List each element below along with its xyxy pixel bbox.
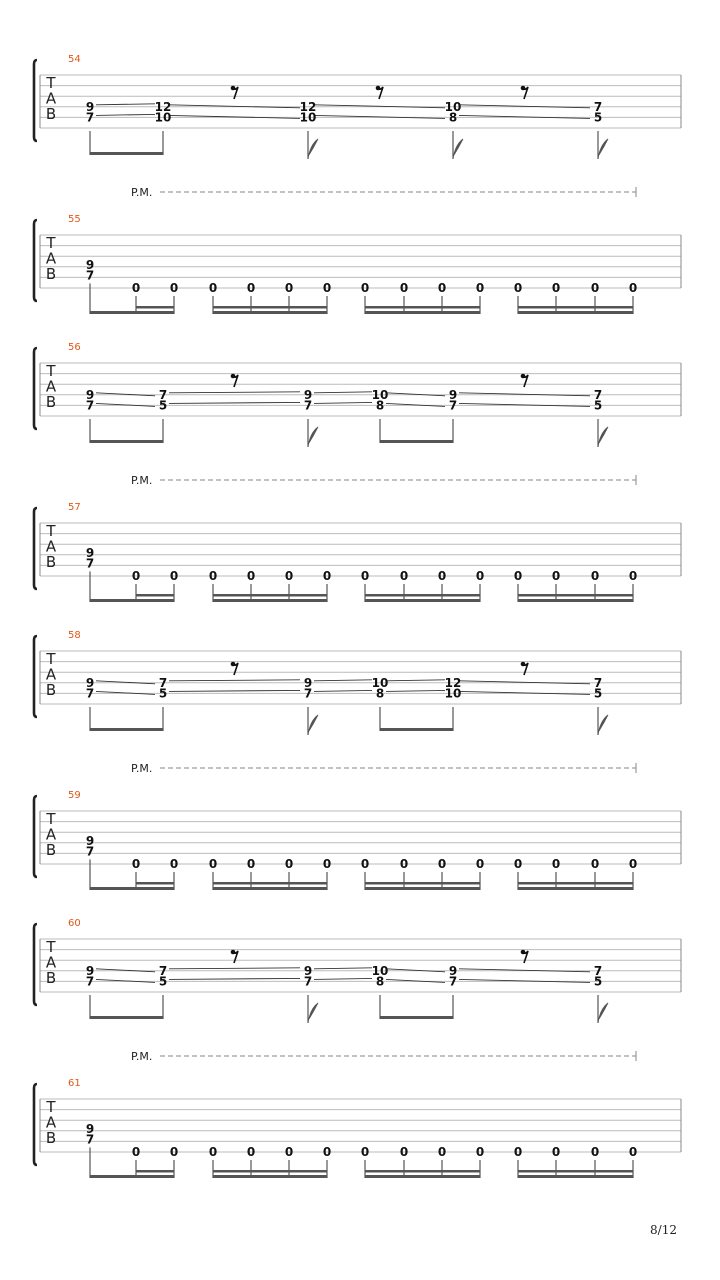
fret-number: 0 <box>628 1145 638 1159</box>
fret-number: 7 <box>85 268 95 283</box>
slide-line <box>169 680 300 681</box>
tab-system-measure-60 <box>34 918 681 1023</box>
fret-number: 0 <box>399 569 409 583</box>
fret-number: 0 <box>246 281 256 295</box>
fret-number: 0 <box>322 281 332 295</box>
fret-number: 10 <box>371 963 389 978</box>
measure-number: 54 <box>68 54 81 65</box>
fret-number: 9 <box>448 387 458 402</box>
fret-number: 9 <box>303 387 313 402</box>
note-beam <box>365 887 480 890</box>
note-beam <box>518 1170 633 1173</box>
tab-clef-letter: T <box>46 938 56 956</box>
note-beam <box>518 887 633 890</box>
measure-number: 58 <box>68 630 81 641</box>
tab-system-measure-56 <box>34 342 681 447</box>
fret-number: 0 <box>284 281 294 295</box>
fret-number: 0 <box>208 281 218 295</box>
note-stem-flag-icon <box>453 131 463 159</box>
eighth-rest-icon <box>376 86 383 99</box>
fret-number: 0 <box>284 569 294 583</box>
fret-number: 5 <box>593 398 603 413</box>
fret-number: 5 <box>593 974 603 989</box>
fret-number: 10 <box>444 99 462 114</box>
slide-line <box>314 690 372 691</box>
fret-number: 9 <box>85 963 95 978</box>
note-stem-flag-icon <box>598 995 608 1023</box>
fret-number: 7 <box>448 974 458 989</box>
palm-mute-label: P.M. <box>131 1050 153 1063</box>
tab-clef-letter: A <box>45 825 57 844</box>
tab-clef-letter: T <box>46 74 56 92</box>
fret-number: 9 <box>85 833 95 848</box>
fret-number: 0 <box>399 1145 409 1159</box>
note-beam <box>90 599 174 602</box>
fret-number: 5 <box>158 398 168 413</box>
note-beam <box>90 152 163 155</box>
measure-number: 55 <box>68 214 81 225</box>
tab-clef-letter: T <box>46 362 56 380</box>
tab-clef-letter: B <box>45 969 57 987</box>
note-beam <box>380 440 453 443</box>
note-beam <box>365 594 480 597</box>
tab-clef-letter: A <box>45 1113 57 1132</box>
fret-number: 0 <box>208 1145 218 1159</box>
tab-clef-letter: B <box>45 105 57 123</box>
fret-number: 7 <box>85 1132 95 1147</box>
note-beam <box>380 1016 453 1019</box>
fret-number: 7 <box>158 963 168 978</box>
fret-number: 0 <box>551 1145 561 1159</box>
fret-number: 7 <box>593 675 603 690</box>
fret-number: 5 <box>593 110 603 125</box>
note-beam <box>365 306 480 309</box>
fret-number: 7 <box>85 844 95 859</box>
note-beam <box>365 882 480 885</box>
fret-number: 9 <box>85 675 95 690</box>
note-beam <box>365 311 480 314</box>
eighth-rest-icon <box>231 86 238 99</box>
fret-number: 7 <box>303 974 313 989</box>
fret-number: 7 <box>593 99 603 114</box>
system-bracket <box>34 220 37 301</box>
fret-number: 8 <box>375 974 385 989</box>
fret-number: 7 <box>158 675 168 690</box>
eighth-rest-icon <box>521 374 528 387</box>
fret-number: 0 <box>590 281 600 295</box>
tab-clef-letter: T <box>46 810 56 828</box>
fret-number: 0 <box>513 857 523 871</box>
fret-number: 0 <box>475 857 485 871</box>
eighth-rest-icon <box>231 950 238 963</box>
fret-number: 7 <box>85 974 95 989</box>
system-bracket <box>34 1084 37 1165</box>
tab-clef-letter: B <box>45 265 57 283</box>
fret-number: 0 <box>437 1145 447 1159</box>
note-beam <box>136 882 174 885</box>
fret-number: 8 <box>375 398 385 413</box>
fret-number: 12 <box>299 99 317 114</box>
fret-number: 5 <box>158 686 168 701</box>
measure-number: 59 <box>68 790 81 801</box>
fret-number: 5 <box>158 974 168 989</box>
fret-number: 0 <box>169 281 179 295</box>
note-stem-flag-icon <box>598 707 608 735</box>
fret-number: 9 <box>448 963 458 978</box>
fret-number: 0 <box>360 1145 370 1159</box>
slide-line <box>314 680 372 681</box>
fret-number: 0 <box>628 569 638 583</box>
fret-number: 10 <box>371 675 389 690</box>
note-beam <box>136 594 174 597</box>
tab-system-measure-57 <box>34 474 681 602</box>
fret-number: 0 <box>322 857 332 871</box>
note-beam <box>213 882 327 885</box>
fret-number: 0 <box>513 1145 523 1159</box>
fret-number: 7 <box>85 556 95 571</box>
fret-number: 7 <box>593 387 603 402</box>
measure-number: 61 <box>68 1078 81 1089</box>
note-beam <box>136 306 174 309</box>
palm-mute-label: P.M. <box>131 186 153 199</box>
fret-number: 0 <box>590 857 600 871</box>
note-beam <box>213 306 327 309</box>
fret-number: 8 <box>375 686 385 701</box>
measure-number: 57 <box>68 502 81 513</box>
note-stem-flag-icon <box>598 131 608 159</box>
note-beam <box>213 1175 327 1178</box>
system-bracket <box>34 796 37 877</box>
fret-number: 7 <box>85 686 95 701</box>
fret-number: 8 <box>448 110 458 125</box>
fret-number: 7 <box>448 398 458 413</box>
fret-number: 0 <box>399 857 409 871</box>
note-beam <box>213 599 327 602</box>
note-beam <box>380 728 453 731</box>
fret-number: 0 <box>322 1145 332 1159</box>
eighth-rest-icon <box>521 662 528 675</box>
fret-number: 0 <box>131 281 141 295</box>
note-beam <box>518 594 633 597</box>
fret-number: 0 <box>437 857 447 871</box>
tab-clef-letter: T <box>46 1098 56 1116</box>
fret-number: 0 <box>246 1145 256 1159</box>
fret-number: 0 <box>399 281 409 295</box>
tab-clef-letter: A <box>45 665 57 684</box>
fret-number: 0 <box>437 569 447 583</box>
note-beam <box>90 887 174 890</box>
fret-number: 7 <box>303 398 313 413</box>
eighth-rest-icon <box>231 374 238 387</box>
fret-number: 0 <box>360 569 370 583</box>
fret-number: 9 <box>85 257 95 272</box>
fret-number: 10 <box>299 110 317 125</box>
fret-number: 0 <box>475 569 485 583</box>
fret-number: 0 <box>590 569 600 583</box>
tab-system-measure-59 <box>34 762 681 890</box>
note-stem-flag-icon <box>308 707 318 735</box>
note-beam <box>136 1170 174 1173</box>
tab-clef-letter: B <box>45 1129 57 1147</box>
tab-system-measure-55 <box>34 186 681 314</box>
slide-line <box>96 114 155 115</box>
fret-number: 0 <box>551 857 561 871</box>
tab-clef-letter: B <box>45 841 57 859</box>
fret-number: 0 <box>208 857 218 871</box>
fret-number: 12 <box>444 675 462 690</box>
note-beam <box>365 1175 480 1178</box>
fret-number: 7 <box>158 387 168 402</box>
measure-number: 56 <box>68 342 81 353</box>
page-number: 8/12 <box>650 1223 677 1237</box>
slide-line <box>96 104 155 105</box>
fret-number: 0 <box>169 857 179 871</box>
system-bracket <box>34 636 37 717</box>
note-beam <box>518 599 633 602</box>
note-stem-flag-icon <box>308 419 318 447</box>
palm-mute-label: P.M. <box>131 474 153 487</box>
fret-number: 0 <box>246 857 256 871</box>
note-beam <box>90 728 163 731</box>
fret-number: 0 <box>246 569 256 583</box>
fret-number: 0 <box>437 281 447 295</box>
fret-number: 9 <box>85 545 95 560</box>
note-beam <box>518 306 633 309</box>
palm-mute-label: P.M. <box>131 762 153 775</box>
eighth-rest-icon <box>521 86 528 99</box>
fret-number: 0 <box>628 281 638 295</box>
tab-clef-letter: A <box>45 537 57 556</box>
tab-clef-letter: B <box>45 681 57 699</box>
fret-number: 0 <box>322 569 332 583</box>
slide-line <box>314 968 372 969</box>
eighth-rest-icon <box>231 662 238 675</box>
note-beam <box>518 311 633 314</box>
eighth-rest-icon <box>521 950 528 963</box>
note-stem-flag-icon <box>308 131 318 159</box>
tab-clef-letter: A <box>45 377 57 396</box>
tab-clef-letter: T <box>46 650 56 668</box>
note-beam <box>90 1016 163 1019</box>
fret-number: 0 <box>169 569 179 583</box>
fret-number: 7 <box>85 110 95 125</box>
note-beam <box>518 1175 633 1178</box>
fret-number: 0 <box>131 857 141 871</box>
tab-system-measure-61 <box>34 1050 681 1178</box>
fret-number: 0 <box>131 569 141 583</box>
fret-number: 10 <box>154 110 172 125</box>
fret-number: 7 <box>85 398 95 413</box>
fret-number: 0 <box>360 857 370 871</box>
note-stem-flag-icon <box>598 419 608 447</box>
system-bracket <box>34 924 37 1005</box>
tab-system-measure-58 <box>34 630 681 735</box>
fret-number: 0 <box>551 281 561 295</box>
fret-number: 0 <box>169 1145 179 1159</box>
note-beam <box>365 599 480 602</box>
fret-number: 0 <box>590 1145 600 1159</box>
fret-number: 9 <box>85 387 95 402</box>
slide-line <box>169 392 300 393</box>
fret-number: 9 <box>303 675 313 690</box>
tab-clef-letter: B <box>45 553 57 571</box>
fret-number: 0 <box>551 569 561 583</box>
fret-number: 0 <box>284 857 294 871</box>
slide-line <box>169 402 300 403</box>
slide-line <box>169 968 300 969</box>
system-bracket <box>34 348 37 429</box>
fret-number: 9 <box>85 99 95 114</box>
fret-number: 0 <box>284 1145 294 1159</box>
fret-number: 0 <box>513 569 523 583</box>
tab-system-measure-54 <box>34 54 681 159</box>
note-stem-flag-icon <box>308 995 318 1023</box>
fret-number: 10 <box>444 686 462 701</box>
fret-number: 0 <box>513 281 523 295</box>
tab-clef-letter: B <box>45 393 57 411</box>
system-bracket <box>34 60 37 141</box>
note-beam <box>213 887 327 890</box>
fret-number: 0 <box>475 281 485 295</box>
note-beam <box>213 1170 327 1173</box>
fret-number: 7 <box>303 686 313 701</box>
fret-number: 0 <box>475 1145 485 1159</box>
tab-clef-letter: T <box>46 234 56 252</box>
slide-line <box>169 690 300 691</box>
slide-line <box>386 690 445 691</box>
fret-number: 10 <box>371 387 389 402</box>
fret-number: 5 <box>593 686 603 701</box>
note-beam <box>213 311 327 314</box>
tab-clef-letter: A <box>45 249 57 268</box>
tab-clef-letter: T <box>46 522 56 540</box>
fret-number: 0 <box>131 1145 141 1159</box>
note-beam <box>90 311 174 314</box>
note-beam <box>518 882 633 885</box>
fret-number: 9 <box>303 963 313 978</box>
slide-line <box>386 680 445 681</box>
tab-clef-letter: A <box>45 953 57 972</box>
fret-number: 0 <box>628 857 638 871</box>
slide-line <box>169 978 300 979</box>
system-bracket <box>34 508 37 589</box>
measure-number: 60 <box>68 918 81 929</box>
fret-number: 7 <box>593 963 603 978</box>
fret-number: 9 <box>85 1121 95 1136</box>
slide-line <box>314 402 372 403</box>
note-beam <box>90 1175 174 1178</box>
note-beam <box>365 1170 480 1173</box>
slide-line <box>314 978 372 979</box>
slide-line <box>314 392 372 393</box>
note-beam <box>213 594 327 597</box>
fret-number: 12 <box>154 99 172 114</box>
tab-clef-letter: A <box>45 89 57 108</box>
note-beam <box>90 440 163 443</box>
fret-number: 0 <box>208 569 218 583</box>
fret-number: 0 <box>360 281 370 295</box>
